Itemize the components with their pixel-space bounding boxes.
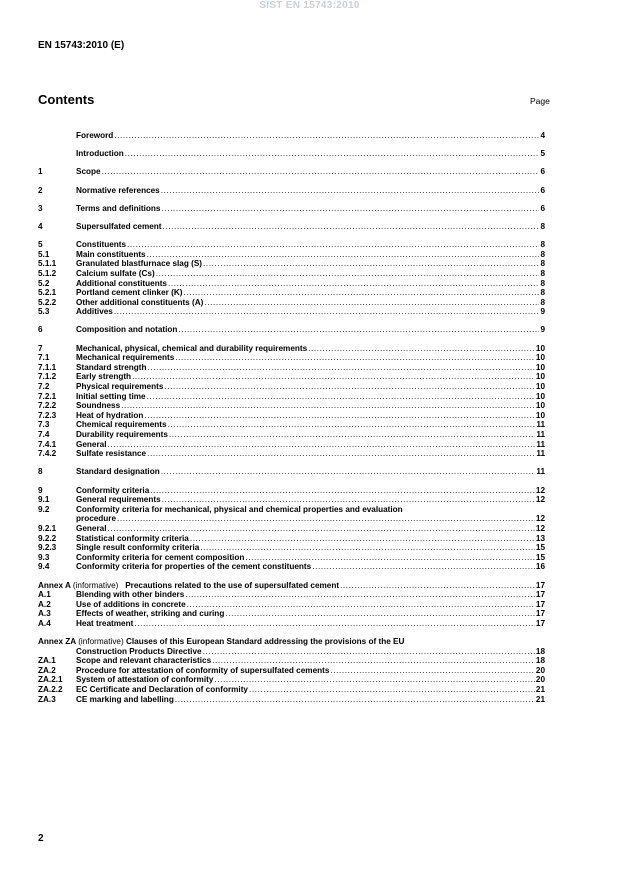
toc-entry-page: 11 xyxy=(536,439,545,449)
annex-title-text: Construction Products Directive xyxy=(76,646,202,656)
annex-a-entry[interactable] xyxy=(38,590,545,600)
toc-entry-number: ZA.2 xyxy=(38,665,56,675)
toc-entry-page: 18 xyxy=(535,646,545,656)
toc-entry[interactable] xyxy=(38,467,545,477)
toc-entry-title: Heat treatment xyxy=(76,618,134,628)
toc-entry-number: 7 xyxy=(38,343,43,353)
page-number: 2 xyxy=(38,833,44,844)
section-gap xyxy=(38,572,545,581)
section-gap xyxy=(38,459,545,468)
toc-entry[interactable] xyxy=(38,259,545,269)
dot-leader xyxy=(108,440,536,450)
toc-entry-number: 7.4 xyxy=(38,430,50,439)
section-gap xyxy=(38,177,545,186)
dot-leader xyxy=(148,363,535,373)
toc-entry-page: 11 xyxy=(536,467,545,477)
toc-entry-number: ZA.1 xyxy=(38,656,56,666)
toc-entry-title: procedure xyxy=(76,514,117,524)
toc-entry-number: 5 xyxy=(38,240,43,250)
toc-entry-number: ZA.2.2 xyxy=(38,685,63,695)
section-gap xyxy=(38,628,545,637)
toc-entry-page: 8 xyxy=(540,297,545,307)
toc-entry-page: 8 xyxy=(540,249,545,259)
toc-entry-page: 9 xyxy=(540,307,545,317)
toc-entry[interactable] xyxy=(38,430,545,440)
annex-kind: (informative) xyxy=(78,637,124,647)
toc-entry-title: Durability requirements xyxy=(76,430,168,439)
toc-entry-title: Granulated blastfurnace slag (S) xyxy=(76,259,203,269)
toc-entry[interactable] xyxy=(38,449,545,459)
toc-entry-number: 7.1.1 xyxy=(38,362,57,372)
toc-entry[interactable] xyxy=(38,288,545,298)
toc-entry[interactable] xyxy=(38,307,545,317)
toc-entry-number: 7.4.1 xyxy=(38,439,57,449)
toc-entry-number: 5.2 xyxy=(38,278,50,288)
toc-entry-page: 15 xyxy=(535,543,545,553)
section-gap xyxy=(38,195,545,204)
toc-entry-number: 5.1.2 xyxy=(38,268,57,278)
toc-entry-title: Scope xyxy=(76,167,101,177)
dot-leader xyxy=(190,534,535,544)
dot-leader xyxy=(185,590,535,600)
toc-entry-number: 9.2.3 xyxy=(38,543,57,553)
toc-entry-title: Normative references xyxy=(76,185,160,195)
toc-entry-page: 15 xyxy=(535,552,545,562)
toc-entry-number: 6 xyxy=(38,325,43,335)
dot-leader xyxy=(212,656,535,666)
dot-leader xyxy=(147,392,535,402)
toc-entry-page: 8 xyxy=(540,268,545,278)
dot-leader xyxy=(161,467,536,477)
toc-entry-title: Standard strength xyxy=(76,362,147,372)
dot-leader xyxy=(162,495,535,505)
dot-leader xyxy=(163,222,540,232)
toc-entry-number: 7.2 xyxy=(38,382,50,392)
toc-entry-title: Procedure for attestation of conformity of supersulfated cements xyxy=(76,665,330,675)
annex-za-entry[interactable] xyxy=(38,666,545,676)
dot-leader xyxy=(132,372,535,382)
toc-entry-page: 11 xyxy=(536,430,545,439)
toc-entry-title: Single result conformity criteria xyxy=(76,543,200,553)
toc-entry-title: Composition and notation xyxy=(76,325,178,335)
toc-entry[interactable] xyxy=(38,495,545,505)
toc-entry-page: 20 xyxy=(535,665,545,675)
toc-entry[interactable] xyxy=(38,382,545,392)
toc-entry-number: 7.1.2 xyxy=(38,372,57,382)
toc-entry-title: Conformity criteria xyxy=(76,485,150,495)
dot-leader xyxy=(144,411,535,421)
toc-entry-page: 11 xyxy=(536,449,545,459)
toc-entry-number: 7.1 xyxy=(38,353,50,363)
toc-entry-number: 9 xyxy=(38,485,43,495)
table-of-contents xyxy=(38,131,545,704)
dot-leader xyxy=(127,240,539,250)
toc-entry-page: 17 xyxy=(535,609,545,619)
toc-entry-page: 8 xyxy=(540,221,545,231)
dot-leader xyxy=(147,449,535,459)
toc-entry[interactable] xyxy=(38,250,545,260)
toc-entry-page: 10 xyxy=(535,391,545,401)
dot-leader xyxy=(245,553,535,563)
annex-a-title xyxy=(38,581,339,591)
toc-entry-page: 18 xyxy=(535,656,545,666)
annex-za-heading[interactable] xyxy=(38,637,545,647)
toc-entry-number: A.3 xyxy=(38,609,51,619)
dot-leader xyxy=(147,250,540,260)
dot-leader xyxy=(204,298,539,308)
toc-entry-number: 5.2.2 xyxy=(38,297,57,307)
toc-entry-number: 8 xyxy=(38,467,43,477)
toc-entry-number: 7.2.2 xyxy=(38,401,57,411)
toc-entry-number: A.4 xyxy=(38,618,51,628)
toc-entry-title: Conformity criteria for mechanical, physical and chemical properties and evaluation xyxy=(76,504,403,514)
dot-leader xyxy=(168,279,539,289)
toc-entry-title: Mechanical, physical, chemical and durability requirements xyxy=(76,343,308,353)
toc-entry-title: Blending with other binders xyxy=(76,590,185,600)
annex-za-entry[interactable] xyxy=(38,695,545,705)
toc-entry-page: 21 xyxy=(535,685,545,695)
toc-entry-title: Scope and relevant characteristics xyxy=(76,656,212,666)
toc-entry-title: EC Certificate and Declaration of conformity xyxy=(76,685,248,695)
toc-entry-number: 5.1.1 xyxy=(38,259,57,269)
dot-leader xyxy=(125,149,540,159)
toc-entry-page: 4 xyxy=(540,131,545,140)
dot-leader xyxy=(308,344,535,354)
annex-a-entry[interactable] xyxy=(38,619,545,629)
toc-entry[interactable] xyxy=(38,131,545,141)
toc-entry-number: A.2 xyxy=(38,599,51,609)
annex-za-entry[interactable] xyxy=(38,675,545,685)
section-gap xyxy=(38,317,545,326)
toc-entry-title: Standard designation xyxy=(76,467,160,477)
toc-entry-title: Effects of weather, striking and curing xyxy=(76,609,225,619)
dot-leader xyxy=(161,204,539,214)
toc-entry-page: 10 xyxy=(535,343,545,353)
annex-a-entry[interactable] xyxy=(38,609,545,619)
toc-entry[interactable] xyxy=(38,420,545,430)
toc-entry-number: 4 xyxy=(38,221,43,231)
section-gap xyxy=(38,232,545,241)
toc-entry-page: 8 xyxy=(540,278,545,288)
toc-entry[interactable] xyxy=(38,440,545,450)
toc-entry-title: Main constituents xyxy=(76,249,146,259)
toc-entry-number: 2 xyxy=(38,185,43,195)
dot-leader xyxy=(178,325,539,335)
toc-entry-page: 17 xyxy=(535,599,545,609)
toc-entry-page: 17 xyxy=(535,590,545,600)
dot-leader xyxy=(175,695,535,705)
section-gap xyxy=(38,141,545,150)
toc-entry-number: 7.3 xyxy=(38,420,50,430)
toc-entry-number: 9.1 xyxy=(38,495,50,505)
toc-entry-title: Introduction xyxy=(76,149,124,159)
toc-entry-page: 8 xyxy=(540,259,545,269)
toc-entry-number: 9.2.2 xyxy=(38,533,57,543)
watermark: SIST EN 15743:2010 xyxy=(259,0,360,11)
toc-entry-title: General requirements xyxy=(76,495,161,505)
toc-entry-title: Foreword xyxy=(76,131,114,140)
toc-entry-title: Additional constituents xyxy=(76,278,167,288)
toc-entry-title: Conformity criteria for cement composition xyxy=(76,552,245,562)
toc-entry[interactable] xyxy=(38,167,545,177)
section-gap xyxy=(38,335,545,344)
toc-entry-title: Chemical requirements xyxy=(76,420,167,430)
toc-entry-page: 12 xyxy=(535,495,545,505)
toc-entry[interactable] xyxy=(38,401,545,411)
dot-leader xyxy=(161,186,540,196)
toc-entry[interactable] xyxy=(38,534,545,544)
annex-label: Annex ZA xyxy=(38,637,76,647)
toc-entry[interactable] xyxy=(38,204,545,214)
toc-entry-page: 21 xyxy=(535,694,545,704)
dot-leader xyxy=(168,420,536,430)
dot-leader xyxy=(214,675,535,685)
dot-leader xyxy=(203,647,535,657)
toc-entry-page: 6 xyxy=(540,203,545,213)
toc-entry-number: 9.4 xyxy=(38,562,50,572)
toc-entry-title: Portland cement clinker (K) xyxy=(76,288,183,298)
toc-entry[interactable] xyxy=(38,149,545,159)
toc-entry-page: 8 xyxy=(540,240,545,250)
annex-label: Annex A xyxy=(38,580,71,590)
toc-entry-title: General xyxy=(76,523,107,533)
toc-entry-title: Sulfate resistance xyxy=(76,449,147,459)
dot-leader xyxy=(312,562,535,572)
toc-entry-page: 17 xyxy=(535,580,545,590)
toc-entry-title: Heat of hydration xyxy=(76,410,144,420)
toc-entry[interactable] xyxy=(38,222,545,232)
annex-title-text: Precautions related to the use of supersulfated cement xyxy=(125,580,340,590)
toc-entry[interactable] xyxy=(38,411,545,421)
dot-leader xyxy=(121,401,535,411)
toc-entry-page: 12 xyxy=(535,523,545,533)
toc-entry-title: CE marking and labelling xyxy=(76,694,174,704)
toc-entry-wrapped[interactable] xyxy=(38,505,545,515)
toc-entry-page: 9 xyxy=(540,325,545,335)
toc-entry-number: 3 xyxy=(38,203,43,213)
dot-leader xyxy=(175,353,535,363)
annex-za-entry[interactable] xyxy=(38,656,545,666)
toc-entry-title: Mechanical requirements xyxy=(76,353,175,363)
dot-leader xyxy=(169,430,535,440)
toc-entry-wrapped-continuation[interactable] xyxy=(38,514,545,524)
section-gap xyxy=(38,159,545,168)
toc-entry-title: General xyxy=(76,439,107,449)
toc-entry-page: 12 xyxy=(535,514,545,524)
toc-entry-number: 5.2.1 xyxy=(38,288,57,298)
toc-entry-page: 10 xyxy=(535,382,545,392)
dot-leader xyxy=(249,685,535,695)
toc-entry[interactable] xyxy=(38,240,545,250)
toc-entry-title: Terms and definitions xyxy=(76,203,161,213)
dot-leader xyxy=(183,288,539,298)
dot-leader xyxy=(340,581,535,591)
toc-entry[interactable] xyxy=(38,186,545,196)
dot-leader xyxy=(117,514,535,524)
dot-leader xyxy=(225,609,535,619)
annex-a-heading[interactable] xyxy=(38,581,545,591)
toc-entry-page: 20 xyxy=(535,675,545,685)
section-gap xyxy=(38,477,545,486)
toc-entry-page: 10 xyxy=(535,401,545,411)
toc-entry-title: Conformity criteria for properties of the cement constituents xyxy=(76,562,312,572)
dot-leader xyxy=(134,619,535,629)
toc-entry-number: 5.1 xyxy=(38,249,50,259)
toc-entry[interactable] xyxy=(38,353,545,363)
toc-entry[interactable] xyxy=(38,553,545,563)
toc-entry-page: 5 xyxy=(540,149,545,159)
toc-entry-page: 16 xyxy=(535,562,545,572)
toc-entry[interactable] xyxy=(38,543,545,553)
toc-entry-title: System of attestation of conformity xyxy=(76,675,214,685)
toc-entry-number: 7.2.3 xyxy=(38,410,57,420)
toc-entry[interactable] xyxy=(38,363,545,373)
dot-leader xyxy=(330,666,534,676)
toc-entry-title: Physical requirements xyxy=(76,382,164,392)
toc-entry-page: 10 xyxy=(535,410,545,420)
annex-title-text: Clauses of this European Standard addressing the provisions of the EU xyxy=(125,637,405,647)
toc-entry-title: Calcium sulfate (Cs) xyxy=(76,268,155,278)
toc-entry-number: 7.4.2 xyxy=(38,449,57,459)
toc-entry[interactable] xyxy=(38,486,545,496)
toc-entry-title: Early strength xyxy=(76,372,132,382)
document-id: EN 15743:2010 (E) xyxy=(38,40,125,51)
toc-entry[interactable] xyxy=(38,269,545,279)
toc-entry-title: Additives xyxy=(76,307,113,317)
toc-entry-page: 12 xyxy=(535,485,545,495)
dot-leader xyxy=(102,167,540,177)
toc-entry-title: Supersulfated cement xyxy=(76,221,162,231)
toc-entry[interactable] xyxy=(38,524,545,534)
toc-entry-number: 7.2.1 xyxy=(38,391,57,401)
toc-entry-number: 5.3 xyxy=(38,307,50,317)
toc-entry[interactable] xyxy=(38,372,545,382)
annex-a-entry[interactable] xyxy=(38,600,545,610)
toc-entry-page: 17 xyxy=(535,618,545,628)
dot-leader xyxy=(156,269,540,279)
toc-entry-page: 6 xyxy=(540,167,545,177)
toc-entry-number: ZA.2.1 xyxy=(38,675,63,685)
dot-leader xyxy=(187,600,535,610)
dot-leader xyxy=(150,486,535,496)
toc-entry-title: Constituents xyxy=(76,240,127,250)
toc-entry[interactable] xyxy=(38,279,545,289)
toc-entry-title: Use of additions in concrete xyxy=(76,599,186,609)
dot-leader xyxy=(203,259,539,269)
contents-title: Contents xyxy=(38,92,95,107)
toc-entry-page: 8 xyxy=(540,288,545,298)
dot-leader xyxy=(164,382,535,392)
toc-entry-title: Initial setting time xyxy=(76,391,146,401)
annex-za-entry[interactable] xyxy=(38,685,545,695)
dot-leader xyxy=(114,307,540,317)
dot-leader xyxy=(108,524,535,534)
toc-entry-page: 6 xyxy=(540,185,545,195)
toc-entry-page: 10 xyxy=(535,362,545,372)
toc-entry-title: Statistical conformity criteria xyxy=(76,533,189,543)
dot-leader xyxy=(200,543,535,553)
toc-entry[interactable] xyxy=(38,344,545,354)
toc-entry-number: 9.3 xyxy=(38,552,50,562)
toc-entry-number: ZA.3 xyxy=(38,694,56,704)
toc-entry[interactable] xyxy=(38,298,545,308)
toc-entry-page: 10 xyxy=(535,372,545,382)
annex-za-heading-continuation[interactable] xyxy=(38,647,545,657)
page-column-label: Page xyxy=(530,96,550,106)
toc-entry[interactable] xyxy=(38,392,545,402)
toc-entry[interactable] xyxy=(38,562,545,572)
dot-leader xyxy=(114,131,539,141)
toc-entry-number: A.1 xyxy=(38,590,51,600)
toc-entry-title: Soundness xyxy=(76,401,121,411)
toc-entry-number: 9.2.1 xyxy=(38,523,57,533)
section-gap xyxy=(38,213,545,222)
toc-entry-page: 13 xyxy=(535,533,545,543)
toc-entry-number: 1 xyxy=(38,167,43,177)
toc-entry-number: 9.2 xyxy=(38,504,50,514)
toc-entry-title: Other additional constituents (A) xyxy=(76,297,204,307)
toc-entry[interactable] xyxy=(38,325,545,335)
toc-entry-page: 10 xyxy=(535,353,545,363)
annex-kind: (informative) xyxy=(72,580,119,590)
toc-entry-page: 11 xyxy=(536,420,545,430)
